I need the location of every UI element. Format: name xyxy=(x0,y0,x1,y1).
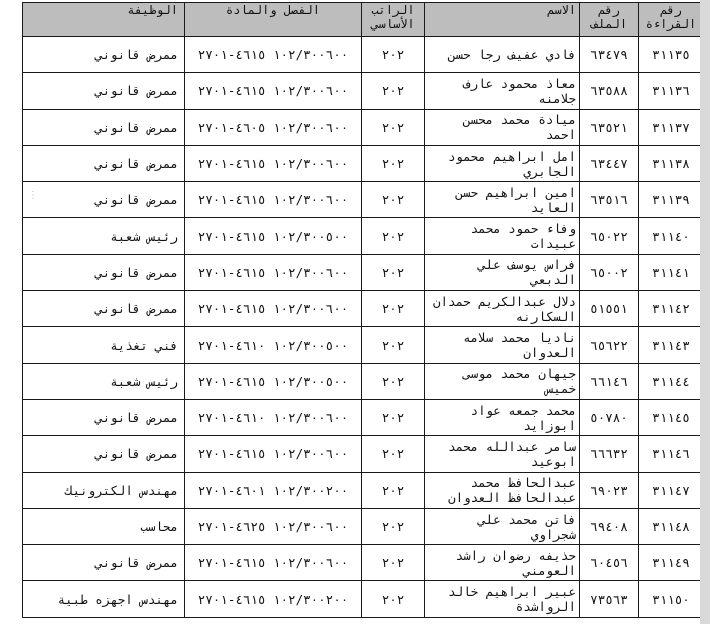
header-section: الفصل والمادة xyxy=(185,3,362,37)
cell-name: وفاء حمود محمد عبيدات xyxy=(425,218,580,254)
cell-name: دلال عبدالكريم حمدان السكارنه xyxy=(425,291,580,327)
cell-section: ١٠٢/٣٠٠٥٠٠ ٤٦١٠-٢٧٠١ xyxy=(185,327,362,363)
cell-name: امل ابراهيم محمود الجابري xyxy=(425,145,580,181)
cell-job: ممرض قانوني xyxy=(23,399,185,435)
cell-job: ممرض قانوني xyxy=(23,436,185,472)
cell-file: ٥١٥٥١ xyxy=(580,291,639,327)
cell-file: ٦٥٠٢٢ xyxy=(580,218,639,254)
cell-salary: ٢٠٢ xyxy=(362,581,425,617)
cell-name: عبدالحافظ محمد عبدالحافظ العدوان xyxy=(425,472,580,508)
cell-seq: ٣١١٤٧ xyxy=(639,472,704,508)
cell-name: ناديا محمد سلامه العدوان xyxy=(425,327,580,363)
cell-job: ممرض قانوني xyxy=(23,182,185,218)
cell-seq: ٣١١٣٥ xyxy=(639,37,704,73)
cell-salary: ٢٠٢ xyxy=(362,218,425,254)
cell-section: ١٠٢/٣٠٠٦٠٠ ٤٦١٥-٢٧٠١ xyxy=(185,145,362,181)
header-name: الاسم xyxy=(425,3,580,37)
cell-job: ممرض قانوني xyxy=(23,73,185,109)
cell-file: ٦٩٤٠٨ xyxy=(580,508,639,544)
cell-section: ١٠٢/٣٠٠٦٠٠ ٤٦٠٥-٢٧٠١ xyxy=(185,109,362,145)
cell-seq: ٣١١٤٦ xyxy=(639,436,704,472)
cell-salary: ٢٠٢ xyxy=(362,472,425,508)
table-row xyxy=(23,545,704,581)
cell-section: ١٠٢/٣٠٠٦٠٠ ٤٦١٥-٢٧٠١ xyxy=(185,73,362,109)
cell-file: ٧٣٥٦٣ xyxy=(580,581,639,617)
table-body xyxy=(23,37,704,618)
header-file: رقم الملف xyxy=(580,3,639,37)
cell-salary: ٢٠٢ xyxy=(362,508,425,544)
header-job: الوظيفة xyxy=(23,3,185,37)
table-row xyxy=(23,254,704,290)
table-row xyxy=(23,436,704,472)
cell-job: ممرض قانوني xyxy=(23,545,185,581)
cell-name: معاذ محمود عارف جلامنه xyxy=(425,73,580,109)
cell-salary: ٢٠٢ xyxy=(362,73,425,109)
cell-section: ١٠٢/٣٠٠٥٠٠ ٤٦١٥-٢٧٠١ xyxy=(185,218,362,254)
cell-seq: ٣١١٣٩ xyxy=(639,182,704,218)
cell-job: ممرض قانوني xyxy=(23,37,185,73)
cell-seq: ٣١١٣٨ xyxy=(639,145,704,181)
header-seq: رقم القراءة xyxy=(639,3,704,37)
cell-seq: ٣١١٤٢ xyxy=(639,291,704,327)
employees-table xyxy=(22,2,704,618)
cell-job: ممرض قانوني xyxy=(23,291,185,327)
cell-section: ١٠٢/٣٠٠٥٠٠ ٤٦١٥-٢٧٠١ xyxy=(185,363,362,399)
cell-section: ١٠٢/٣٠٠٦٠٠ ٤٦١٥-٢٧٠١ xyxy=(185,37,362,73)
header-row xyxy=(23,3,704,37)
cell-salary: ٢٠٢ xyxy=(362,254,425,290)
cell-salary: ٢٠٢ xyxy=(362,109,425,145)
cell-file: ٥٠٧٨٠ xyxy=(580,399,639,435)
cell-job: محاسب xyxy=(23,508,185,544)
table-row xyxy=(23,363,704,399)
cell-section: ١٠٢/٣٠٠٦٠٠ ٤٦١٥-٢٧٠١ xyxy=(185,291,362,327)
cell-file: ٦٣٤٧٩ xyxy=(580,37,639,73)
cell-salary: ٢٠٢ xyxy=(362,545,425,581)
cell-job: فني تغذية xyxy=(23,327,185,363)
cell-seq: ٣١١٣٦ xyxy=(639,73,704,109)
cell-name: عبير ابراهيم خالد الرواشدة xyxy=(425,581,580,617)
cell-name: ميادة محمد محسن احمد xyxy=(425,109,580,145)
cell-file: ٦٣٥٨٨ xyxy=(580,73,639,109)
table-row xyxy=(23,182,704,218)
table-row xyxy=(23,37,704,73)
cell-file: ٦٦١٤٦ xyxy=(580,363,639,399)
cell-salary: ٢٠٢ xyxy=(362,37,425,73)
cell-file: ٦٣٥١٦ xyxy=(580,182,639,218)
cell-name: امين ابراهيم حسن العايد xyxy=(425,182,580,218)
cell-job: مهندس الكترونيك xyxy=(23,472,185,508)
cell-seq: ٣١١٤٣ xyxy=(639,327,704,363)
cell-seq: ٣١١٤١ xyxy=(639,254,704,290)
cell-section: ١٠٢/٣٠٠٢٠٠ ٤٦١٥-٢٧٠١ xyxy=(185,581,362,617)
cell-job: رئيس شعبة xyxy=(23,363,185,399)
cell-job: ممرض قانوني xyxy=(23,145,185,181)
table-row xyxy=(23,472,704,508)
table-row xyxy=(23,145,704,181)
cell-name: حذيفه رضوان راشد العومني xyxy=(425,545,580,581)
cell-job: ممرض قانوني xyxy=(23,254,185,290)
table-row xyxy=(23,327,704,363)
cell-salary: ٢٠٢ xyxy=(362,327,425,363)
scan-smudge: ⋮ xyxy=(28,190,38,201)
cell-name: فادي عفيف رجا حسن xyxy=(425,37,580,73)
cell-salary: ٢٠٢ xyxy=(362,145,425,181)
cell-salary: ٢٠٢ xyxy=(362,436,425,472)
table-row xyxy=(23,73,704,109)
cell-file: ٦٣٥٢١ xyxy=(580,109,639,145)
cell-file: ٦٦٦٣٢ xyxy=(580,436,639,472)
cell-seq: ٣١١٤٥ xyxy=(639,399,704,435)
cell-salary: ٢٠٢ xyxy=(362,399,425,435)
cell-file: ٦٥٦٢٢ xyxy=(580,327,639,363)
cell-section: ١٠٢/٣٠٠٦٠٠ ٤٦١٠-٢٧٠١ xyxy=(185,399,362,435)
cell-name: محمد جمعه عواد ابوزايد xyxy=(425,399,580,435)
cell-job: رئيس شعبة xyxy=(23,218,185,254)
cell-name: فراس يوسف علي الدبعي xyxy=(425,254,580,290)
cell-name: فاتن محمد علي شجراوي xyxy=(425,508,580,544)
cell-file: ٦٠٤٥٦ xyxy=(580,545,639,581)
header-salary: الراتب الأساسي xyxy=(362,3,425,37)
cell-section: ١٠٢/٣٠٠٦٠٠ ٤٦٢٥-٢٧٠١ xyxy=(185,508,362,544)
cell-salary: ٢٠٢ xyxy=(362,182,425,218)
cell-job: ممرض قانوني xyxy=(23,109,185,145)
table-row xyxy=(23,581,704,617)
cell-seq: ٣١١٤٨ xyxy=(639,508,704,544)
page-margin-strip xyxy=(700,0,710,624)
cell-file: ٦٣٤٤٧ xyxy=(580,145,639,181)
table-header xyxy=(23,3,704,37)
cell-job: مهندس اجهزه طبية xyxy=(23,581,185,617)
cell-seq: ٣١١٤٩ xyxy=(639,545,704,581)
cell-name: جيهان محمد موسى خميس xyxy=(425,363,580,399)
table-row xyxy=(23,291,704,327)
cell-file: ٦٩٠٢٣ xyxy=(580,472,639,508)
cell-seq: ٣١١٤٠ xyxy=(639,218,704,254)
cell-file: ٦٥٠٠٢ xyxy=(580,254,639,290)
cell-section: ١٠٢/٣٠٠٦٠٠ ٤٦١٥-٢٧٠١ xyxy=(185,182,362,218)
cell-section: ١٠٢/٣٠٠٦٠٠ ٤٦١٥-٢٧٠١ xyxy=(185,436,362,472)
cell-seq: ٣١١٣٧ xyxy=(639,109,704,145)
cell-seq: ٣١١٤٤ xyxy=(639,363,704,399)
cell-section: ١٠٢/٣٠٠٢٠٠ ٤٦٠١-٢٧٠١ xyxy=(185,472,362,508)
table-row xyxy=(23,508,704,544)
cell-seq: ٣١١٥٠ xyxy=(639,581,704,617)
cell-section: ١٠٢/٣٠٠٦٠٠ ٤٦١٥-٢٧٠١ xyxy=(185,254,362,290)
table-row xyxy=(23,218,704,254)
table-row xyxy=(23,399,704,435)
cell-section: ١٠٢/٣٠٠٦٠٠ ٤٦١٥-٢٧٠١ xyxy=(185,545,362,581)
cell-salary: ٢٠٢ xyxy=(362,363,425,399)
table-row xyxy=(23,109,704,145)
cell-name: سامر عبدالله محمد ابوعيد xyxy=(425,436,580,472)
cell-salary: ٢٠٢ xyxy=(362,291,425,327)
